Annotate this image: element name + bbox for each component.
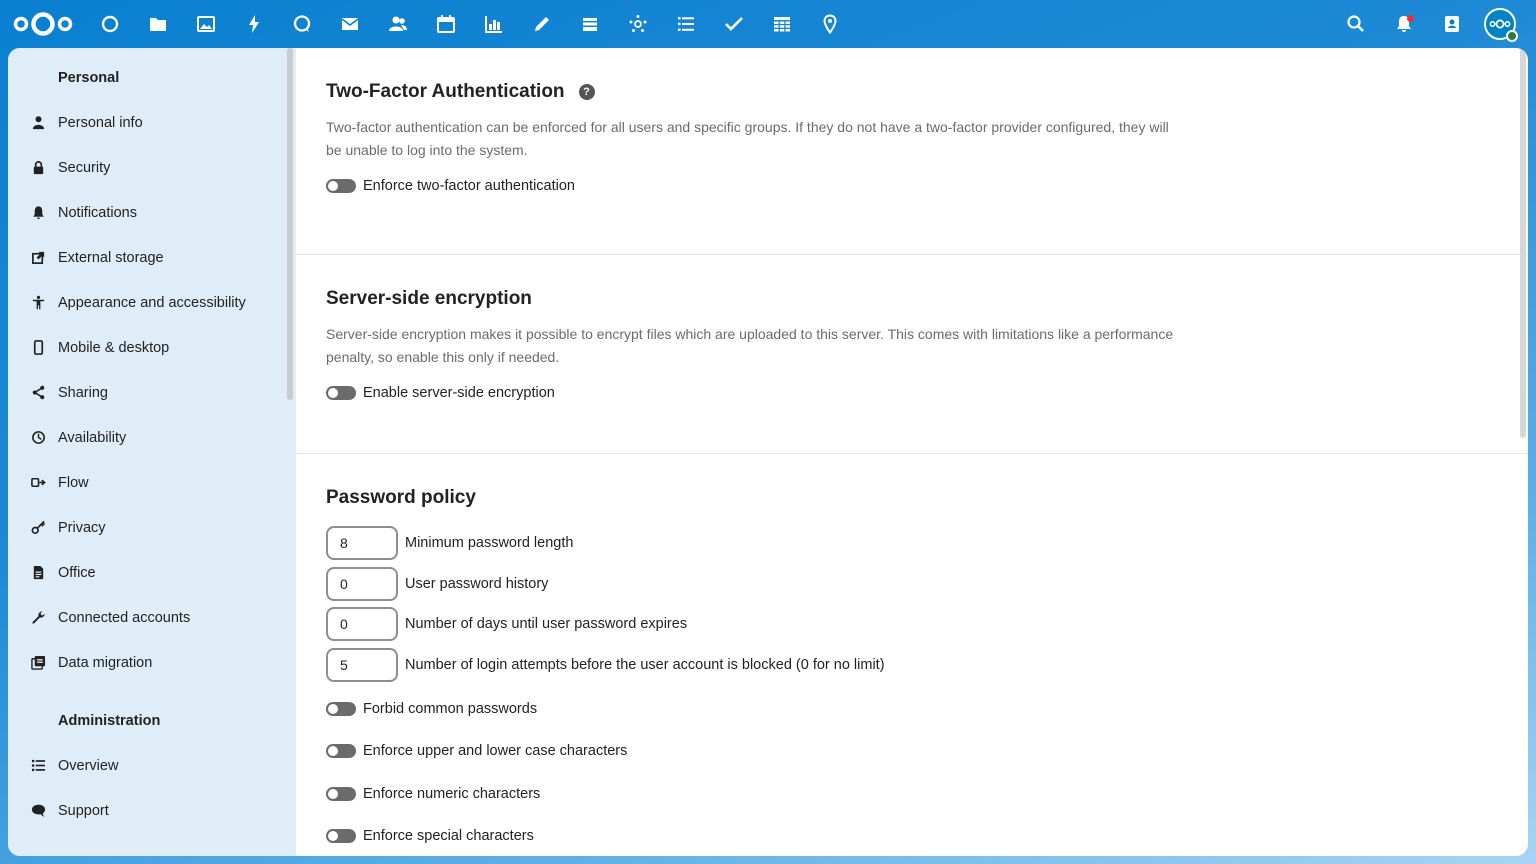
sidebar-scrollbar[interactable] <box>287 48 293 400</box>
personal-caption: Personal <box>58 70 120 86</box>
search-icon[interactable] <box>1332 0 1380 48</box>
field-label: Number of days until user password expires <box>405 616 688 632</box>
password-policy-field <box>326 526 1498 560</box>
password-policy-toggle[interactable] <box>326 730 1498 772</box>
password-policy-field <box>326 648 1498 682</box>
encryption-section <box>296 255 1528 454</box>
bell-icon <box>30 205 46 221</box>
activity-icon[interactable] <box>230 0 278 48</box>
section-title: Server-side encryption <box>326 288 532 309</box>
photos-icon[interactable] <box>182 0 230 48</box>
sidebar-item-mobile-desktop[interactable] <box>8 325 296 370</box>
tasks-icon[interactable] <box>662 0 710 48</box>
toggle-switch[interactable] <box>326 744 356 758</box>
tables-icon[interactable] <box>758 0 806 48</box>
settings-sidebar <box>8 48 296 856</box>
toggle-label: Enforce two-factor authentication <box>363 178 575 194</box>
password-policy-section <box>296 454 1528 856</box>
two-factor-section <box>296 48 1528 255</box>
sidebar-item-label: Privacy <box>58 519 106 536</box>
sidebar-item-label: Security <box>58 159 111 176</box>
field-label: Minimum password length <box>405 535 574 551</box>
talk-icon[interactable] <box>278 0 326 48</box>
contacts-icon[interactable] <box>374 0 422 48</box>
sidebar-item-label: Sharing <box>58 384 108 401</box>
password-policy-field <box>326 567 1498 601</box>
content-scrollbar[interactable] <box>1520 48 1526 438</box>
password-policy-toggle[interactable] <box>326 773 1498 815</box>
sidebar-item-privacy[interactable] <box>8 505 296 550</box>
calendar-icon[interactable] <box>422 0 470 48</box>
toggle-switch[interactable] <box>326 179 356 193</box>
sidebar-item-label: Support <box>58 802 109 819</box>
sidebar-item-connected-accounts[interactable] <box>8 595 296 640</box>
sidebar-item-availability[interactable] <box>8 415 296 460</box>
sidebar-item-label: Overview <box>58 757 119 774</box>
sidebar-item-label: Connected accounts <box>58 609 191 626</box>
sidebar-item-notifications[interactable] <box>8 190 296 235</box>
toggle-label: Enable server-side encryption <box>363 385 555 401</box>
toggle-label: Enforce numeric characters <box>363 785 541 802</box>
password-policy-toggle[interactable] <box>326 815 1498 856</box>
checklist-icon[interactable] <box>710 0 758 48</box>
sidebar-item-appearance-and-accessibility[interactable] <box>8 280 296 325</box>
notes-icon[interactable] <box>518 0 566 48</box>
external-link-icon <box>30 250 46 266</box>
nextcloud-logo[interactable] <box>12 8 74 40</box>
deck-icon[interactable] <box>566 0 614 48</box>
sidebar-item-support[interactable] <box>8 788 296 833</box>
sidebar-item-label: External storage <box>58 249 164 266</box>
toggle-switch[interactable] <box>326 787 356 801</box>
section-description: Two-factor authentication can be enforced for all users and specific groups. If they do not have a two-factor provider configured, they will be unable to log into the system. <box>326 119 1169 158</box>
field-label: User password history <box>405 575 549 592</box>
settings-content <box>296 48 1528 856</box>
sidebar-item-flow[interactable] <box>8 460 296 505</box>
section-title: Two-Factor Authentication <box>326 81 565 102</box>
flow-icon <box>30 475 46 491</box>
migration-icon <box>30 655 46 671</box>
share-icon <box>30 385 46 401</box>
administration-caption: Administration <box>58 713 161 729</box>
clock-icon <box>30 430 46 446</box>
enforce-two-factor-toggle[interactable] <box>326 174 1498 198</box>
toggle-switch[interactable] <box>326 386 356 400</box>
toggle-switch[interactable] <box>326 829 356 843</box>
top-bar <box>0 0 1536 48</box>
contacts-menu-icon[interactable] <box>1428 0 1476 48</box>
document-icon <box>30 565 46 581</box>
enable-encryption-toggle[interactable] <box>326 381 1498 405</box>
key-icon <box>30 520 46 536</box>
dashboard-icon[interactable] <box>86 0 134 48</box>
password-policy-field <box>326 607 1498 641</box>
user-menu[interactable] <box>1476 0 1524 48</box>
sidebar-item-label: Personal info <box>58 114 143 131</box>
help-icon[interactable]: ? <box>579 84 595 100</box>
online-status-icon <box>1506 30 1518 42</box>
number-input[interactable] <box>326 526 398 560</box>
user-icon <box>30 115 46 131</box>
sidebar-item-label: Office <box>58 564 96 581</box>
lock-icon <box>30 160 46 176</box>
analytics-icon[interactable] <box>470 0 518 48</box>
sidebar-item-external-storage[interactable] <box>8 235 296 280</box>
sidebar-item-label: Notifications <box>58 204 137 221</box>
section-title: Password policy <box>326 487 476 508</box>
sidebar-item-personal-info[interactable] <box>8 100 296 145</box>
sidebar-item-label: Mobile & desktop <box>58 339 170 356</box>
sidebar-item-label: Data migration <box>58 654 153 671</box>
list-icon <box>30 758 46 774</box>
mail-icon[interactable] <box>326 0 374 48</box>
toggle-label: Forbid common passwords <box>363 701 538 718</box>
password-policy-toggle[interactable] <box>326 688 1498 730</box>
sidebar-item-overview[interactable] <box>8 743 296 788</box>
main-frame <box>8 48 1528 856</box>
field-label: Number of login attempts before the user account is blocked (0 for no limit) <box>405 656 885 673</box>
accessibility-icon <box>30 295 46 311</box>
toggle-label: Enforce special characters <box>363 828 534 845</box>
sidebar-item-label: Availability <box>58 429 127 446</box>
sidebar-item-office[interactable] <box>8 550 296 595</box>
sidebar-item-security[interactable] <box>8 145 296 190</box>
sidebar-item-label: Flow <box>58 474 89 491</box>
circles-icon[interactable] <box>614 0 662 48</box>
toggle-switch[interactable] <box>326 702 356 716</box>
sidebar-item-data-migration[interactable] <box>8 640 296 685</box>
maps-icon[interactable] <box>806 0 854 48</box>
section-description: Server-side encryption makes it possible to encrypt files which are uploaded to this server. This comes with limitations like a performance penalty, so enable this only if needed. <box>326 326 1174 365</box>
chat-icon <box>30 803 46 819</box>
phone-icon <box>30 340 46 356</box>
number-input[interactable] <box>326 607 398 641</box>
number-input[interactable] <box>326 567 398 601</box>
number-input[interactable] <box>326 648 398 682</box>
notifications-icon[interactable] <box>1380 0 1428 48</box>
files-icon[interactable] <box>134 0 182 48</box>
sidebar-item-sharing[interactable] <box>8 370 296 415</box>
toggle-label: Enforce upper and lower case characters <box>363 743 628 760</box>
notification-badge <box>1407 15 1414 22</box>
sidebar-item-label: Appearance and accessibility <box>58 294 246 311</box>
avatar[interactable] <box>1484 8 1516 40</box>
wrench-icon <box>30 610 46 626</box>
